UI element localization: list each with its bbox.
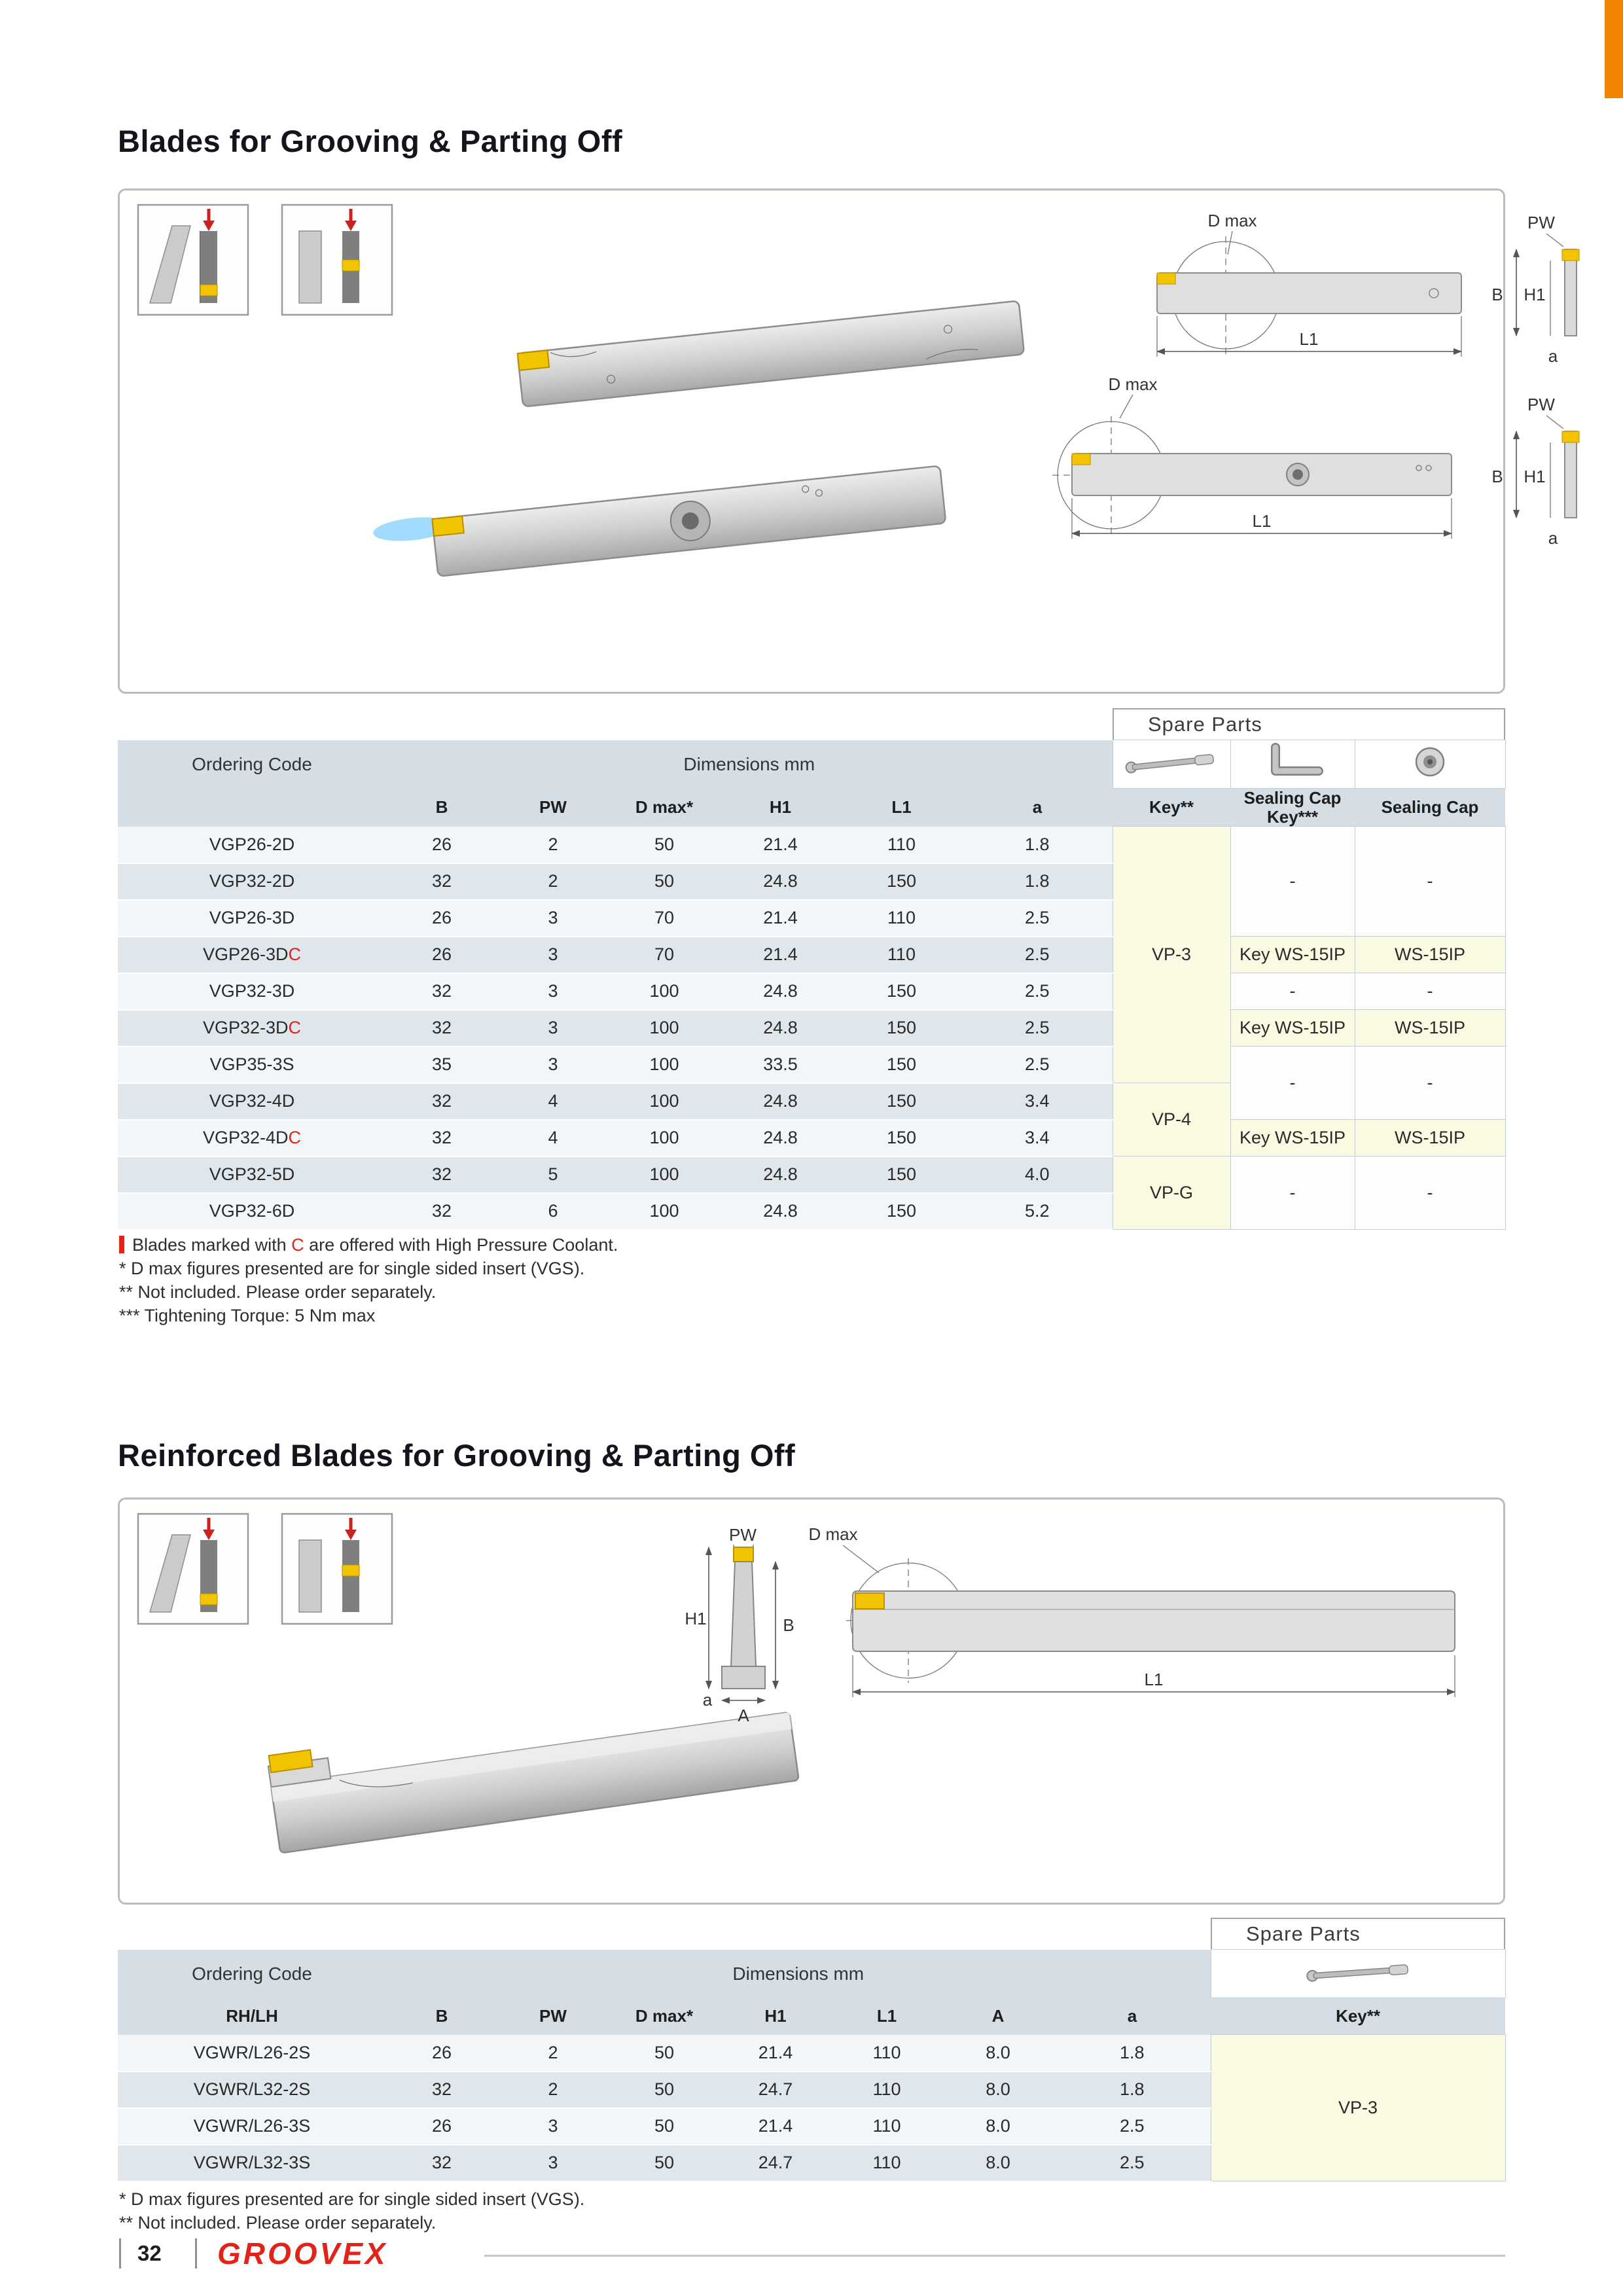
table-cell: 150 xyxy=(841,973,962,1010)
table-cell: 100 xyxy=(609,1010,720,1047)
col-header-a: a xyxy=(1054,1998,1211,2035)
table-cell: 24.8 xyxy=(720,973,841,1010)
dim-label-h1: H1 xyxy=(1524,467,1546,486)
table-cell: 2.5 xyxy=(1054,2108,1211,2145)
table-cell: 100 xyxy=(609,973,720,1010)
table-cell: 26 xyxy=(386,827,497,863)
table-cell: VGWR/L32-2S xyxy=(118,2072,386,2108)
table-cell: 8.0 xyxy=(942,2072,1054,2108)
table-cell: 100 xyxy=(609,1083,720,1120)
table-row xyxy=(118,973,1505,1010)
table-cell: WS-15IP xyxy=(1355,1010,1505,1047)
table-cell: VGWR/L32-3S xyxy=(118,2145,386,2181)
dim-label-a: a xyxy=(702,1690,713,1710)
table-cell: 1.8 xyxy=(962,863,1113,900)
table-cell: - xyxy=(1230,1157,1355,1230)
application-thumbnail-grooving xyxy=(282,205,392,315)
col-header-h1: H1 xyxy=(720,789,841,827)
table-cell: VP-3 xyxy=(1113,827,1230,1083)
application-thumbnail-parting xyxy=(138,205,248,315)
dimension-drawing-lower xyxy=(1052,374,1579,548)
dimension-drawing-upper xyxy=(1157,211,1579,366)
table-cell: 26 xyxy=(386,2108,497,2145)
table-row xyxy=(118,1157,1505,1193)
dim-label-a: a xyxy=(1548,346,1558,366)
col-header-seal-key: Sealing Cap Key*** xyxy=(1230,789,1355,827)
table-cell: 32 xyxy=(386,1157,497,1193)
dim-label-b: B xyxy=(1491,467,1503,486)
table-cell: VGP32-3DC xyxy=(118,1010,386,1047)
section2-footnotes xyxy=(119,2187,584,2234)
table-cell: 35 xyxy=(386,1047,497,1083)
table-cell: 3 xyxy=(497,2108,609,2145)
section2-title: Reinforced Blades for Grooving & Parting Off xyxy=(118,1438,796,1473)
table-cell: 26 xyxy=(386,937,497,973)
hex-key-icon xyxy=(1230,740,1355,789)
footnote-2: ** Not included. Please order separately. xyxy=(119,1282,437,1302)
table-cell: VGP32-4D xyxy=(118,1083,386,1120)
table-cell: 6 xyxy=(497,1193,609,1230)
dim-label-h1: H1 xyxy=(1524,285,1546,304)
dim-label-a: a xyxy=(1548,528,1558,548)
table-cell: 24.7 xyxy=(720,2145,831,2181)
table-cell: VP-4 xyxy=(1113,1083,1230,1157)
table-cell: 2 xyxy=(497,2072,609,2108)
table-cell: VGP32-2D xyxy=(118,863,386,900)
table-cell: 24.8 xyxy=(720,1010,841,1047)
table-cell: Key WS-15IP xyxy=(1230,1010,1355,1047)
table-cell: 24.8 xyxy=(720,1083,841,1120)
table-cell: 110 xyxy=(841,937,962,973)
table-cell: 8.0 xyxy=(942,2035,1054,2072)
table-cell: 32 xyxy=(386,973,497,1010)
table-cell: 1.8 xyxy=(1054,2035,1211,2072)
table-cell: VGP26-2D xyxy=(118,827,386,863)
table-cell: 100 xyxy=(609,1120,720,1157)
table-cell: VGP32-5D xyxy=(118,1157,386,1193)
table-cell: - xyxy=(1355,1047,1505,1120)
table-cell: 50 xyxy=(609,2108,720,2145)
ordering-code-header: Ordering Code xyxy=(118,740,386,789)
col-header-seal-cap: Sealing Cap xyxy=(1355,789,1505,827)
dim-label-l1: L1 xyxy=(1252,511,1272,531)
table-cell: 3.4 xyxy=(962,1083,1113,1120)
col-header-a: a xyxy=(962,789,1113,827)
table-cell: VGP32-3D xyxy=(118,973,386,1010)
table-cell: 26 xyxy=(386,2035,497,2072)
table-cell: 26 xyxy=(386,900,497,937)
dim-label-dmax: D max xyxy=(1108,374,1158,394)
table-cell: 3 xyxy=(497,2145,609,2181)
table-cell: 100 xyxy=(609,1157,720,1193)
table-cell: 24.8 xyxy=(720,1157,841,1193)
reinforced-blade-photo xyxy=(267,1683,799,1853)
table-cell: - xyxy=(1355,973,1505,1010)
table-cell: 110 xyxy=(831,2072,942,2108)
dim-label-l1: L1 xyxy=(1144,1670,1164,1689)
footer-rule xyxy=(484,2255,1505,2257)
table-cell: 50 xyxy=(609,2035,720,2072)
table-cell: VGWR/L26-2S xyxy=(118,2035,386,2072)
reinforced-table-body xyxy=(118,2035,1505,2181)
table-cell: VGP26-3D xyxy=(118,900,386,937)
table-cell: 21.4 xyxy=(720,900,841,937)
table-cell: 50 xyxy=(609,827,720,863)
table-cell: 5 xyxy=(497,1157,609,1193)
col-header-pw: PW xyxy=(497,1998,609,2035)
footnote-3: *** Tightening Torque: 5 Nm max xyxy=(119,1306,376,1325)
table-cell: 32 xyxy=(386,2145,497,2181)
table-cell: 24.8 xyxy=(720,1193,841,1230)
table-cell: 3.4 xyxy=(962,1120,1113,1157)
table-cell: VP-3 xyxy=(1211,2035,1505,2181)
footnote-1: * D max figures presented are for single sided insert (VGS). xyxy=(119,1259,585,1278)
dim-label-l1: L1 xyxy=(1299,329,1319,349)
dim-label-pw: PW xyxy=(729,1525,757,1545)
section1-title: Blades for Grooving & Parting Off xyxy=(118,124,623,158)
torx-key-icon xyxy=(1113,740,1230,789)
table-cell: 24.8 xyxy=(720,1120,841,1157)
col-header-l1: L1 xyxy=(831,1998,942,2035)
page-edge-tab xyxy=(1605,0,1623,98)
table-cell: 2 xyxy=(497,827,609,863)
table-cell: 100 xyxy=(609,1047,720,1083)
dimensions-header: Dimensions mm xyxy=(386,1950,1211,1998)
table-cell: 150 xyxy=(841,1157,962,1193)
table-cell: 21.4 xyxy=(720,827,841,863)
table-cell: 3 xyxy=(497,937,609,973)
col-header-l1: L1 xyxy=(841,789,962,827)
table-cell: WS-15IP xyxy=(1355,1120,1505,1157)
brand-logo: GROOVEX xyxy=(217,2236,388,2270)
table-cell: 32 xyxy=(386,2072,497,2108)
table-cell: 24.8 xyxy=(720,863,841,900)
table-cell: 110 xyxy=(841,900,962,937)
table-cell: 32 xyxy=(386,1083,497,1120)
blades-table-body xyxy=(118,827,1505,1230)
table-cell: VGWR/L26-3S xyxy=(118,2108,386,2145)
dim-label-b: B xyxy=(1491,285,1503,304)
table-cell: Key WS-15IP xyxy=(1230,1120,1355,1157)
application-thumbnail-grooving xyxy=(282,1514,392,1624)
table-cell: 4 xyxy=(497,1083,609,1120)
table-cell: 3 xyxy=(497,1047,609,1083)
dim-label-A: A xyxy=(738,1706,749,1725)
red-bar-icon xyxy=(119,1236,124,1253)
table-cell: 150 xyxy=(841,863,962,900)
reinforced-blade-illustration xyxy=(120,1499,1507,1907)
cross-section-drawing xyxy=(685,1525,794,1725)
reinforced-table xyxy=(118,1949,1506,2182)
table-cell: 1.8 xyxy=(962,827,1113,863)
table-cell: Key WS-15IP xyxy=(1230,937,1355,973)
table-cell: 32 xyxy=(386,1120,497,1157)
table-cell: VGP35-3S xyxy=(118,1047,386,1083)
section2-illustration-box xyxy=(118,1498,1505,1905)
table-cell: 150 xyxy=(841,1010,962,1047)
col-header-b: B xyxy=(386,789,497,827)
col-header-b: B xyxy=(386,1998,497,2035)
table-cell: 1.8 xyxy=(1054,2072,1211,2108)
spare-parts-label: Spare Parts xyxy=(1211,1918,1505,1949)
table-cell: 8.0 xyxy=(942,2108,1054,2145)
col-header-dmax: D max* xyxy=(609,789,720,827)
table-cell: 32 xyxy=(386,1010,497,1047)
blade-photo-lower xyxy=(372,463,946,583)
table-cell: 2.5 xyxy=(1054,2145,1211,2181)
col-header-h1: H1 xyxy=(720,1998,831,2035)
table-cell: 3 xyxy=(497,900,609,937)
section1-illustration-box xyxy=(118,188,1558,694)
table-cell: 2.5 xyxy=(962,900,1113,937)
table-cell: - xyxy=(1355,1157,1505,1230)
col-header-rhlh: RH/LH xyxy=(118,1998,386,2035)
table-cell: 50 xyxy=(609,2072,720,2108)
table-cell: 70 xyxy=(609,937,720,973)
table-cell: - xyxy=(1230,1047,1355,1120)
table-row xyxy=(118,1047,1505,1083)
blades-table xyxy=(118,740,1506,1230)
table-cell: 4.0 xyxy=(962,1157,1113,1193)
table-cell: 24.7 xyxy=(720,2072,831,2108)
table-cell: 100 xyxy=(609,1193,720,1230)
sealing-cap-icon xyxy=(1355,740,1505,789)
footer-divider xyxy=(195,2238,197,2269)
table-cell: 32 xyxy=(386,1193,497,1230)
table-cell: 150 xyxy=(841,1083,962,1120)
table-cell: 50 xyxy=(609,2145,720,2181)
dim-label-dmax: D max xyxy=(1207,211,1257,230)
dim-label-pw: PW xyxy=(1527,395,1555,414)
table-cell: 21.4 xyxy=(720,937,841,973)
footnote-coolant: Blades marked with C are offered with High Pressure Coolant. xyxy=(119,1233,618,1257)
blades-illustration xyxy=(120,190,1558,696)
table-row xyxy=(118,1120,1505,1157)
section1-footnotes xyxy=(119,1233,618,1327)
dimensions-header: Dimensions mm xyxy=(386,740,1113,789)
table-cell: 70 xyxy=(609,900,720,937)
table-cell: VGP32-6D xyxy=(118,1193,386,1230)
table-cell: 2.5 xyxy=(962,1047,1113,1083)
table-cell: 8.0 xyxy=(942,2145,1054,2181)
ordering-code-header: Ordering Code xyxy=(118,1950,386,1998)
table-cell: 4 xyxy=(497,1120,609,1157)
table-cell: 150 xyxy=(841,1120,962,1157)
table-cell: WS-15IP xyxy=(1355,937,1505,973)
table-cell: 5.2 xyxy=(962,1193,1113,1230)
table-cell: 110 xyxy=(831,2035,942,2072)
table-cell: 2 xyxy=(497,2035,609,2072)
side-view-drawing xyxy=(808,1524,1455,1697)
footnote-1: * D max figures presented are for single sided insert (VGS). xyxy=(119,2189,585,2209)
table-cell: 33.5 xyxy=(720,1047,841,1083)
table-cell: 2.5 xyxy=(962,1010,1113,1047)
table-cell: 150 xyxy=(841,1193,962,1230)
footnote-2: ** Not included. Please order separately. xyxy=(119,2213,437,2233)
col-header-A: A xyxy=(942,1998,1054,2035)
col-header-empty xyxy=(118,789,386,827)
table-row xyxy=(118,2035,1505,2072)
table-cell: 150 xyxy=(841,1047,962,1083)
application-thumbnail-parting xyxy=(138,1514,248,1624)
table-cell: VGP32-4DC xyxy=(118,1120,386,1157)
table-row xyxy=(118,937,1505,973)
table-cell: 110 xyxy=(831,2108,942,2145)
page-number: 32 xyxy=(137,2241,162,2265)
col-header-key: Key** xyxy=(1113,789,1230,827)
table-cell: 32 xyxy=(386,863,497,900)
spare-parts-label: Spare Parts xyxy=(1113,708,1505,740)
table-row xyxy=(118,827,1505,863)
dim-label-h1: H1 xyxy=(685,1609,707,1628)
table-cell: VGP26-3DC xyxy=(118,937,386,973)
table-cell: 3 xyxy=(497,973,609,1010)
table-cell: 21.4 xyxy=(720,2035,831,2072)
table-cell: - xyxy=(1230,827,1355,937)
dim-label-pw: PW xyxy=(1527,213,1555,232)
table-row xyxy=(118,1010,1505,1047)
dim-label-b: B xyxy=(783,1615,794,1635)
table-cell: - xyxy=(1355,827,1505,937)
table-cell: 50 xyxy=(609,863,720,900)
table-cell: 110 xyxy=(841,827,962,863)
table-cell: 21.4 xyxy=(720,2108,831,2145)
page-footer xyxy=(118,2233,1505,2279)
table-cell: 2.5 xyxy=(962,937,1113,973)
col-header-key: Key** xyxy=(1211,1998,1505,2035)
footer-divider xyxy=(119,2238,121,2269)
blade-photo-upper xyxy=(518,301,1024,407)
col-header-dmax: D max* xyxy=(609,1998,720,2035)
table-cell: VP-G xyxy=(1113,1157,1230,1230)
table-cell: 2.5 xyxy=(962,973,1113,1010)
table-cell: 3 xyxy=(497,1010,609,1047)
table-cell: - xyxy=(1230,973,1355,1010)
dim-label-dmax: D max xyxy=(808,1524,858,1544)
table-cell: 110 xyxy=(831,2145,942,2181)
col-header-pw: PW xyxy=(497,789,609,827)
table-cell: 2 xyxy=(497,863,609,900)
torx-key-icon xyxy=(1211,1950,1505,1998)
